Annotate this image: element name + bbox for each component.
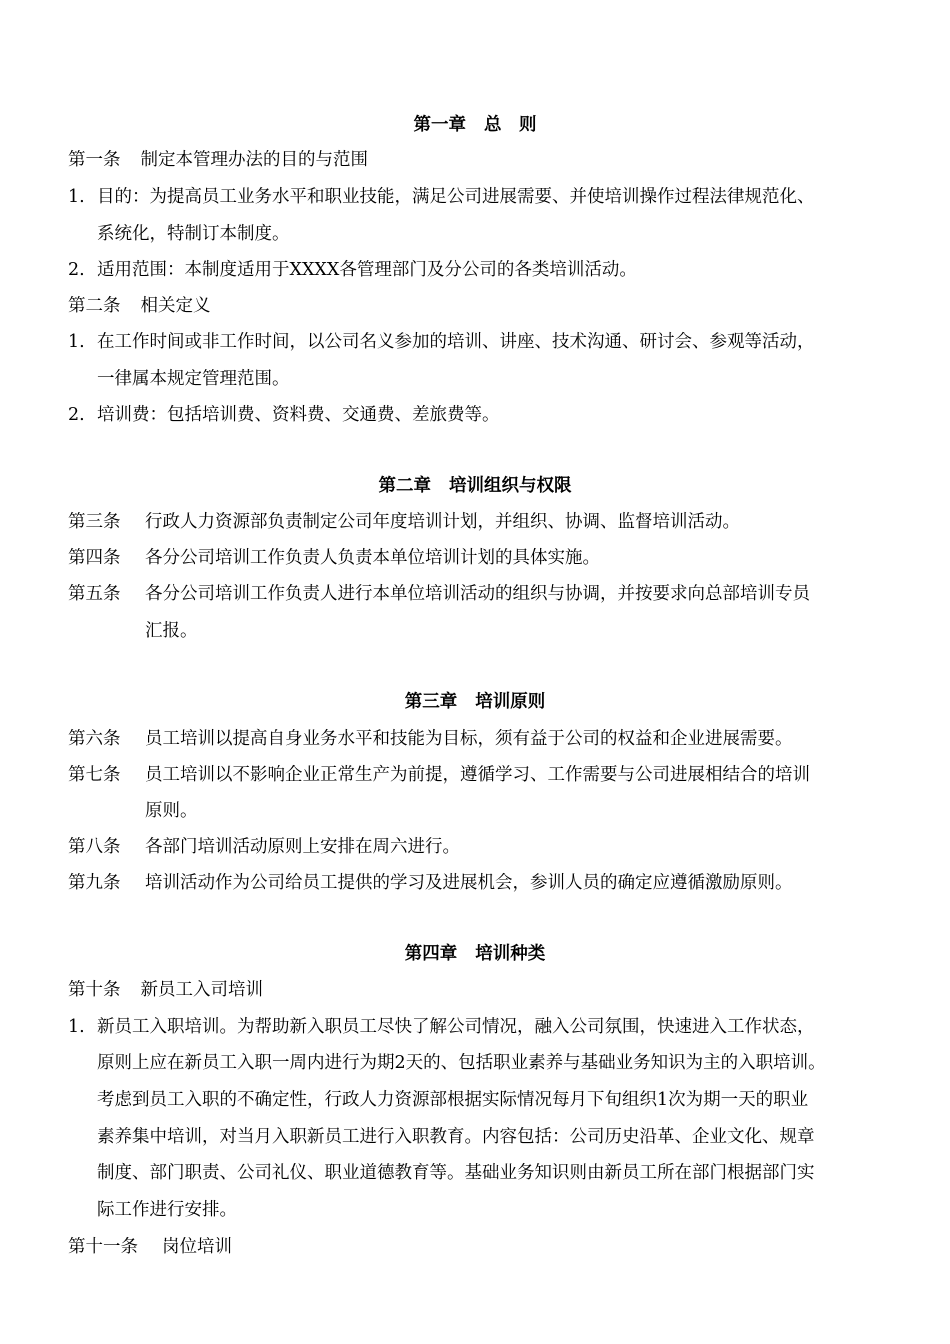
list-item-line: 制度、部门职责、公司礼仪、职业道德教育等。基础业务知识则由新员工所在部门根据部门实 (97, 1163, 815, 1183)
list-item-line: 系统化，特制订本制度。 (97, 224, 290, 244)
article-5-text: 汇报。 (145, 621, 198, 641)
chapter-number: 第一章 (413, 115, 466, 135)
list-item-line: 新员工入职培训。为帮助新入职员工尽快了解公司情况，融入公司氛围，快速进入工作状态， (97, 1017, 815, 1037)
article-title: 相关定义 (140, 296, 211, 316)
article-7-text: 原则。 (145, 801, 198, 821)
list-item-line: 培训费：包括培训费、资料费、交通费、差旅费等。 (97, 405, 500, 425)
chapter-number: 第二章 (378, 476, 431, 496)
article-8-text: 各部门培训活动原则上安排在周六进行。 (145, 837, 460, 857)
article-label: 第二条 (68, 296, 121, 316)
chapter-title: 培训种类 (475, 944, 546, 964)
article-6-label: 第六条 (68, 729, 121, 749)
list-item-line: 在工作时间或非工作时间，以公司名义参加的培训、讲座、技术沟通、研讨会、参观等活动， (97, 332, 815, 352)
chapter-number: 第三章 (404, 692, 458, 712)
article-11 (68, 1236, 232, 1258)
article-5-text: 各分公司培训工作负责人进行本单位培训活动的组织与协调，并按要求向总部培训专员 (145, 584, 810, 604)
list-number: 1. (68, 332, 85, 352)
article-1 (68, 149, 368, 171)
chapter-3-heading (0, 691, 950, 713)
article-5-label: 第五条 (68, 584, 121, 604)
list-item-line: 一律属本规定管理范围。 (97, 369, 290, 389)
list-number: 1. (68, 1017, 85, 1037)
article-3-label: 第三条 (68, 512, 121, 532)
chapter-title: 培训组织与权限 (449, 476, 572, 496)
article-7-text: 员工培训以不影响企业正常生产为前提，遵循学习、工作需要与公司进展相结合的培训 (145, 765, 810, 785)
list-item-line: 际工作进行安排。 (97, 1200, 237, 1220)
article-2 (68, 295, 211, 317)
list-number: 1. (68, 187, 85, 207)
chapter-title: 总 则 (484, 115, 537, 135)
article-3-text: 行政人力资源部负责制定公司年度培训计划，并组织、协调、监督培训活动。 (145, 512, 740, 532)
article-title: 制定本管理办法的目的与范围 (140, 150, 368, 170)
article-title: 岗位培训 (162, 1237, 232, 1257)
article-4-text: 各分公司培训工作负责人负责本单位培训计划的具体实施。 (145, 548, 600, 568)
article-label: 第一条 (68, 150, 121, 170)
article-8-label: 第八条 (68, 837, 121, 857)
list-item-line: 原则上应在新员工入职一周内进行为期2天的、包括职业素养与基础业务知识为主的入职培训。 (97, 1053, 826, 1073)
list-item-line: 目的：为提高员工业务水平和职业技能，满足公司进展需要、并使培训操作过程法律规范化、 (97, 187, 815, 207)
article-label: 第十一条 (68, 1237, 138, 1257)
list-number: 2. (68, 260, 85, 280)
article-7-label: 第七条 (68, 765, 121, 785)
article-title: 新员工入司培训 (140, 980, 263, 1000)
list-item-line: 考虑到员工入职的不确定性，行政人力资源部根据实际情况每月下旬组织1次为期一天的职业 (97, 1090, 809, 1110)
article-10 (68, 979, 263, 1001)
chapter-4-heading (0, 943, 950, 965)
chapter-2-heading (0, 475, 950, 497)
list-item-line: 素养集中培训，对当月入职新员工进行入职教育。内容包括：公司历史沿革、企业文化、规章 (97, 1127, 815, 1147)
chapter-title: 培训原则 (475, 692, 546, 712)
article-label: 第十条 (68, 980, 121, 1000)
list-number: 2. (68, 405, 85, 425)
chapter-number: 第四章 (404, 944, 458, 964)
article-9-label: 第九条 (68, 873, 121, 893)
list-item-line: 适用范围：本制度适用于XXXX各管理部门及分公司的各类培训活动。 (97, 260, 637, 280)
article-9-text: 培训活动作为公司给员工提供的学习及进展机会，参训人员的确定应遵循激励原则。 (145, 873, 793, 893)
article-4-label: 第四条 (68, 548, 121, 568)
chapter-1-heading (0, 114, 950, 136)
article-6-text: 员工培训以提高自身业务水平和技能为目标，须有益于公司的权益和企业进展需要。 (145, 729, 793, 749)
